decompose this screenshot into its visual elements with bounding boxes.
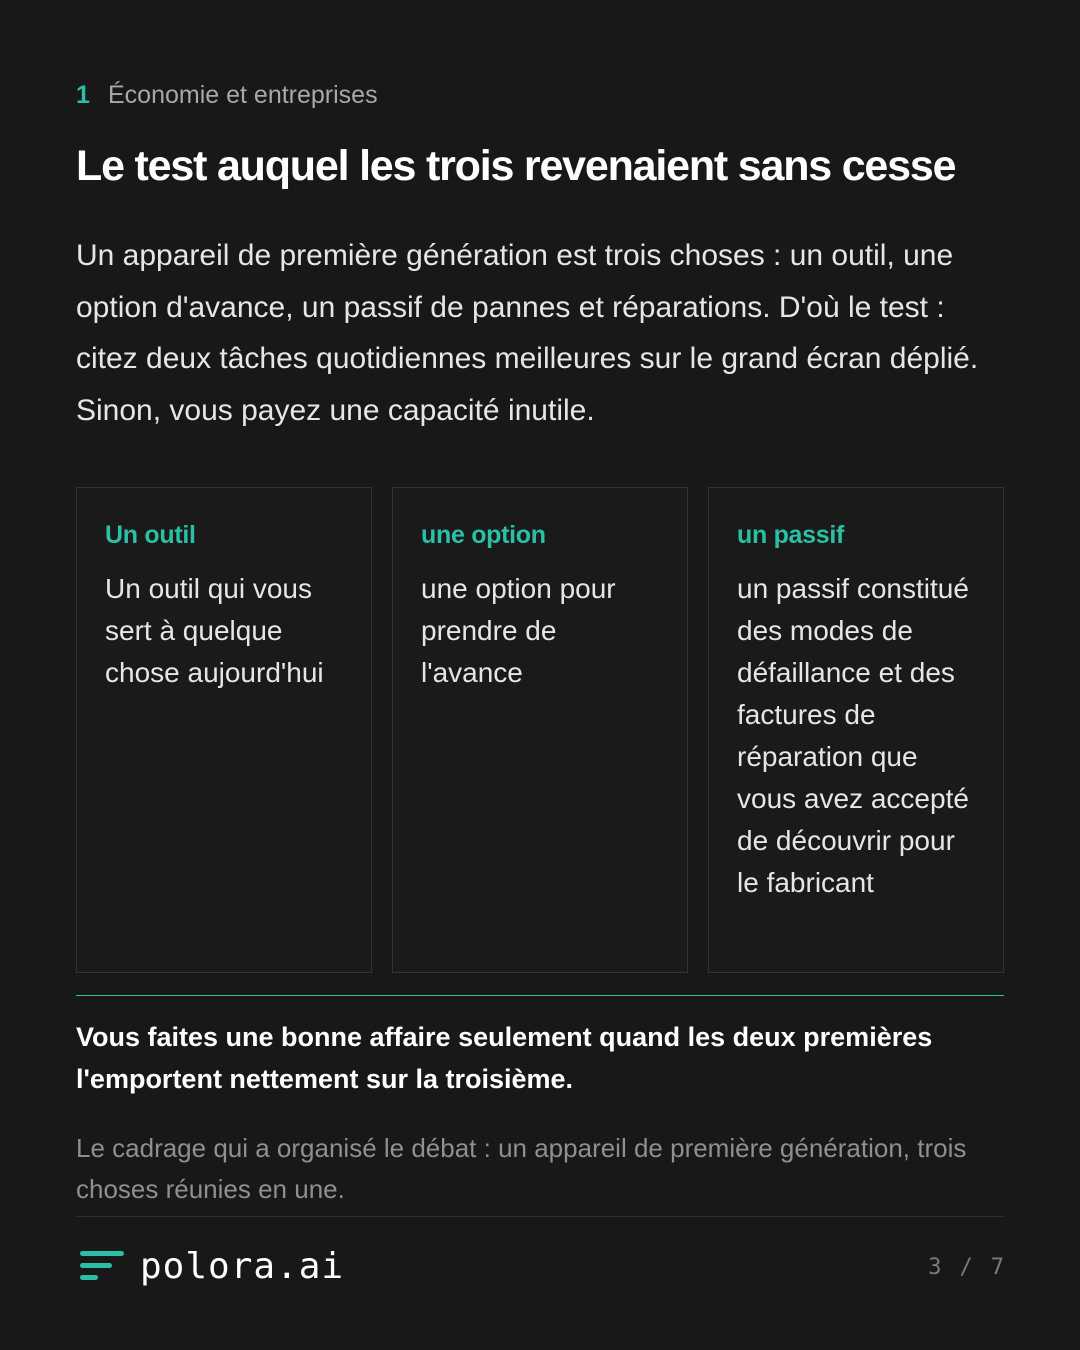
card-label: une option	[421, 521, 546, 549]
card-text: un passif constitué des modes de défaillance et des factures de réparation que vous avez accepté de découvrir pour le fabricant	[737, 573, 969, 898]
card-label: un passif	[737, 521, 845, 549]
page-total: 7	[990, 1254, 1004, 1280]
brand-logo	[80, 1238, 344, 1294]
brand-name: polora.ai	[140, 1245, 345, 1287]
lead-paragraph: Un appareil de première génération est trois choses : un outil, une option d'avance, un passif de pannes et réparations. D'où le test : citez deux tâches quotidiennes meilleures sur le grand écran déplié. Sinon, vous payez une capacité inutile.	[76, 239, 979, 427]
card-text: une option pour prendre de l'avance	[421, 573, 616, 688]
page-counter	[928, 1250, 1004, 1284]
card-label: Un outil	[105, 521, 196, 549]
logo-lines-icon	[80, 1251, 126, 1281]
cards-row	[76, 487, 1004, 973]
section-header	[76, 80, 378, 110]
card-liability	[708, 487, 1004, 973]
section-name: Économie et entreprises	[108, 80, 378, 109]
slide-page	[76, 0, 1004, 1350]
page-current: 3	[928, 1254, 942, 1280]
card-text: Un outil qui vous sert à quelque chose aujourd'hui	[105, 573, 324, 688]
accent-divider	[76, 995, 1004, 996]
card-option	[392, 487, 688, 973]
footnote-text: Le cadrage qui a organisé le débat : un appareil de première génération, trois choses réunies en une.	[76, 1133, 967, 1204]
section-number: 1	[76, 80, 90, 109]
card-tool	[76, 487, 372, 973]
page-separator: /	[959, 1254, 973, 1280]
page-title: Le test auquel les trois revenaient sans cesse	[76, 142, 956, 190]
conclusion-text: Vous faites une bonne affaire seulement quand les deux premières l'emportent nettement sur la troisième.	[76, 1022, 933, 1094]
footer-divider	[76, 1216, 1004, 1217]
